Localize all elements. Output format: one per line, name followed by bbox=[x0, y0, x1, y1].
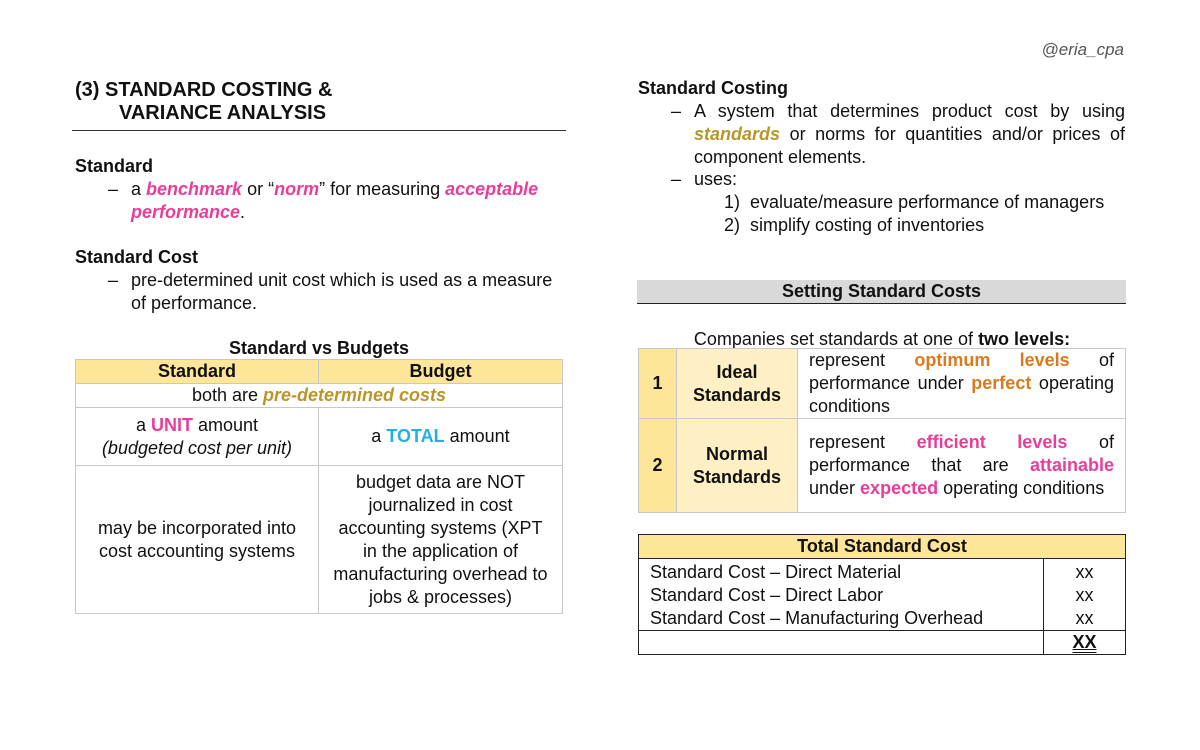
term-norm: norm bbox=[274, 179, 320, 199]
term-total: TOTAL bbox=[386, 426, 445, 446]
text-fragment: or norms for quantities and/or prices of component elements. bbox=[694, 124, 1125, 167]
text-fragment: amount bbox=[444, 426, 510, 446]
cost-label: Standard Cost – Manufacturing Overhead bbox=[650, 608, 984, 628]
total-table-header: Total Standard Cost bbox=[639, 535, 1126, 559]
term-predetermined-costs: pre-determined costs bbox=[263, 385, 447, 405]
text-fragment: amount bbox=[192, 414, 259, 435]
text-fragment: of performance that are bbox=[809, 432, 1114, 475]
cost-values bbox=[1044, 559, 1126, 631]
page-title bbox=[75, 79, 332, 125]
use-number: 2) bbox=[724, 215, 741, 235]
shared-row bbox=[76, 384, 563, 408]
cost-value: xx bbox=[1075, 585, 1094, 605]
level-number: 2 bbox=[639, 419, 677, 513]
bullet-dash: – bbox=[671, 101, 682, 121]
text-fragment: under bbox=[809, 478, 861, 498]
term-unit: UNIT bbox=[150, 414, 193, 435]
text-fragment: operating conditions bbox=[809, 373, 1114, 416]
col-header-budget: Budget bbox=[319, 360, 563, 384]
term-acceptable-performance: acceptable performance bbox=[131, 179, 539, 222]
setting-standard-costs-bar: Setting Standard Costs bbox=[637, 280, 1126, 304]
author-handle: @eria_cpa bbox=[1041, 40, 1124, 59]
term-perfect: perfect bbox=[971, 373, 1032, 393]
cell-standard-unit bbox=[76, 408, 319, 466]
standard-costing-heading: Standard Costing bbox=[638, 78, 789, 98]
standard-cost-heading: Standard Cost bbox=[75, 247, 199, 267]
level-description bbox=[798, 349, 1126, 419]
uses-label: uses: bbox=[694, 169, 738, 189]
level-number: 1 bbox=[639, 349, 677, 419]
vs-table-caption: Standard vs Budgets bbox=[228, 338, 410, 358]
bullet-dash: – bbox=[108, 179, 119, 199]
term-two-levels: two levels: bbox=[978, 329, 1071, 349]
standard-costing-definition bbox=[671, 100, 1125, 169]
unit-note: (budgeted cost per unit) bbox=[101, 437, 293, 458]
use-item bbox=[724, 191, 1104, 214]
cost-label: Standard Cost – Direct Labor bbox=[650, 585, 884, 605]
term-expected: expected bbox=[860, 478, 939, 498]
text-fragment: Companies set standards at one of bbox=[693, 329, 979, 349]
text-fragment: a bbox=[135, 414, 151, 435]
use-item bbox=[724, 214, 1104, 237]
cost-labels bbox=[639, 559, 1044, 631]
bullet-dash: – bbox=[671, 169, 682, 189]
cell-budget-accounting: budget data are NOT journalized in cost accounting systems (XPT in the application of manufacturing overhead to jobs & processes) bbox=[319, 466, 563, 614]
text-fragment: ” for measuring bbox=[319, 179, 446, 199]
cost-label: Standard Cost – Direct Material bbox=[650, 562, 902, 582]
cell-budget-total bbox=[319, 408, 563, 466]
cost-value: xx bbox=[1075, 608, 1094, 628]
bullet-dash: – bbox=[108, 270, 119, 290]
level-description bbox=[798, 419, 1126, 513]
title-divider bbox=[72, 130, 566, 131]
term-efficient-levels: efficient levels bbox=[916, 432, 1068, 452]
text-fragment: a bbox=[131, 179, 147, 199]
title-line-2: VARIANCE ANALYSIS bbox=[119, 102, 327, 124]
text-fragment: or “ bbox=[242, 179, 275, 199]
uses-item bbox=[671, 168, 738, 191]
term-benchmark: benchmark bbox=[146, 179, 243, 199]
text-fragment: both are bbox=[191, 385, 263, 405]
text-fragment: represent bbox=[809, 432, 917, 452]
use-number: 1) bbox=[724, 192, 741, 212]
standard-vs-budget-table bbox=[75, 359, 563, 614]
title-line-1: (3) STANDARD COSTING & bbox=[75, 79, 333, 101]
use-text: evaluate/measure performance of managers bbox=[750, 192, 1105, 212]
text-fragment: A system that determines product cost by using bbox=[694, 101, 1125, 121]
uses-list bbox=[724, 191, 1104, 237]
term-standards: standards bbox=[694, 124, 781, 144]
text-fragment: represent bbox=[809, 350, 915, 370]
col-header-standard: Standard bbox=[76, 360, 319, 384]
standard-cost-definition bbox=[108, 269, 567, 315]
text-fragment: of performance under bbox=[809, 350, 1114, 393]
cell-standard-accounting: may be incorporated into cost accounting systems bbox=[76, 466, 319, 614]
standard-definition bbox=[108, 178, 563, 224]
standard-levels-table bbox=[638, 348, 1126, 513]
cost-value: xx bbox=[1075, 562, 1094, 582]
use-text: simplify costing of inventories bbox=[750, 215, 985, 235]
total-label-cell bbox=[639, 631, 1044, 655]
standard-cost-text: pre-determined unit cost which is used as a measure of performance. bbox=[131, 270, 553, 313]
total-value: XX bbox=[1072, 632, 1097, 652]
text-fragment: a bbox=[371, 426, 387, 446]
total-value-cell bbox=[1044, 631, 1126, 655]
text-fragment: operating conditions bbox=[938, 478, 1105, 498]
standard-heading: Standard bbox=[75, 156, 154, 176]
total-standard-cost-table bbox=[638, 534, 1126, 655]
term-attainable: attainable bbox=[1029, 455, 1114, 475]
term-optimum-levels: optimum levels bbox=[914, 350, 1070, 370]
level-name: Ideal Standards bbox=[677, 349, 798, 419]
level-name: Normal Standards bbox=[677, 419, 798, 513]
text-fragment: . bbox=[240, 202, 246, 222]
